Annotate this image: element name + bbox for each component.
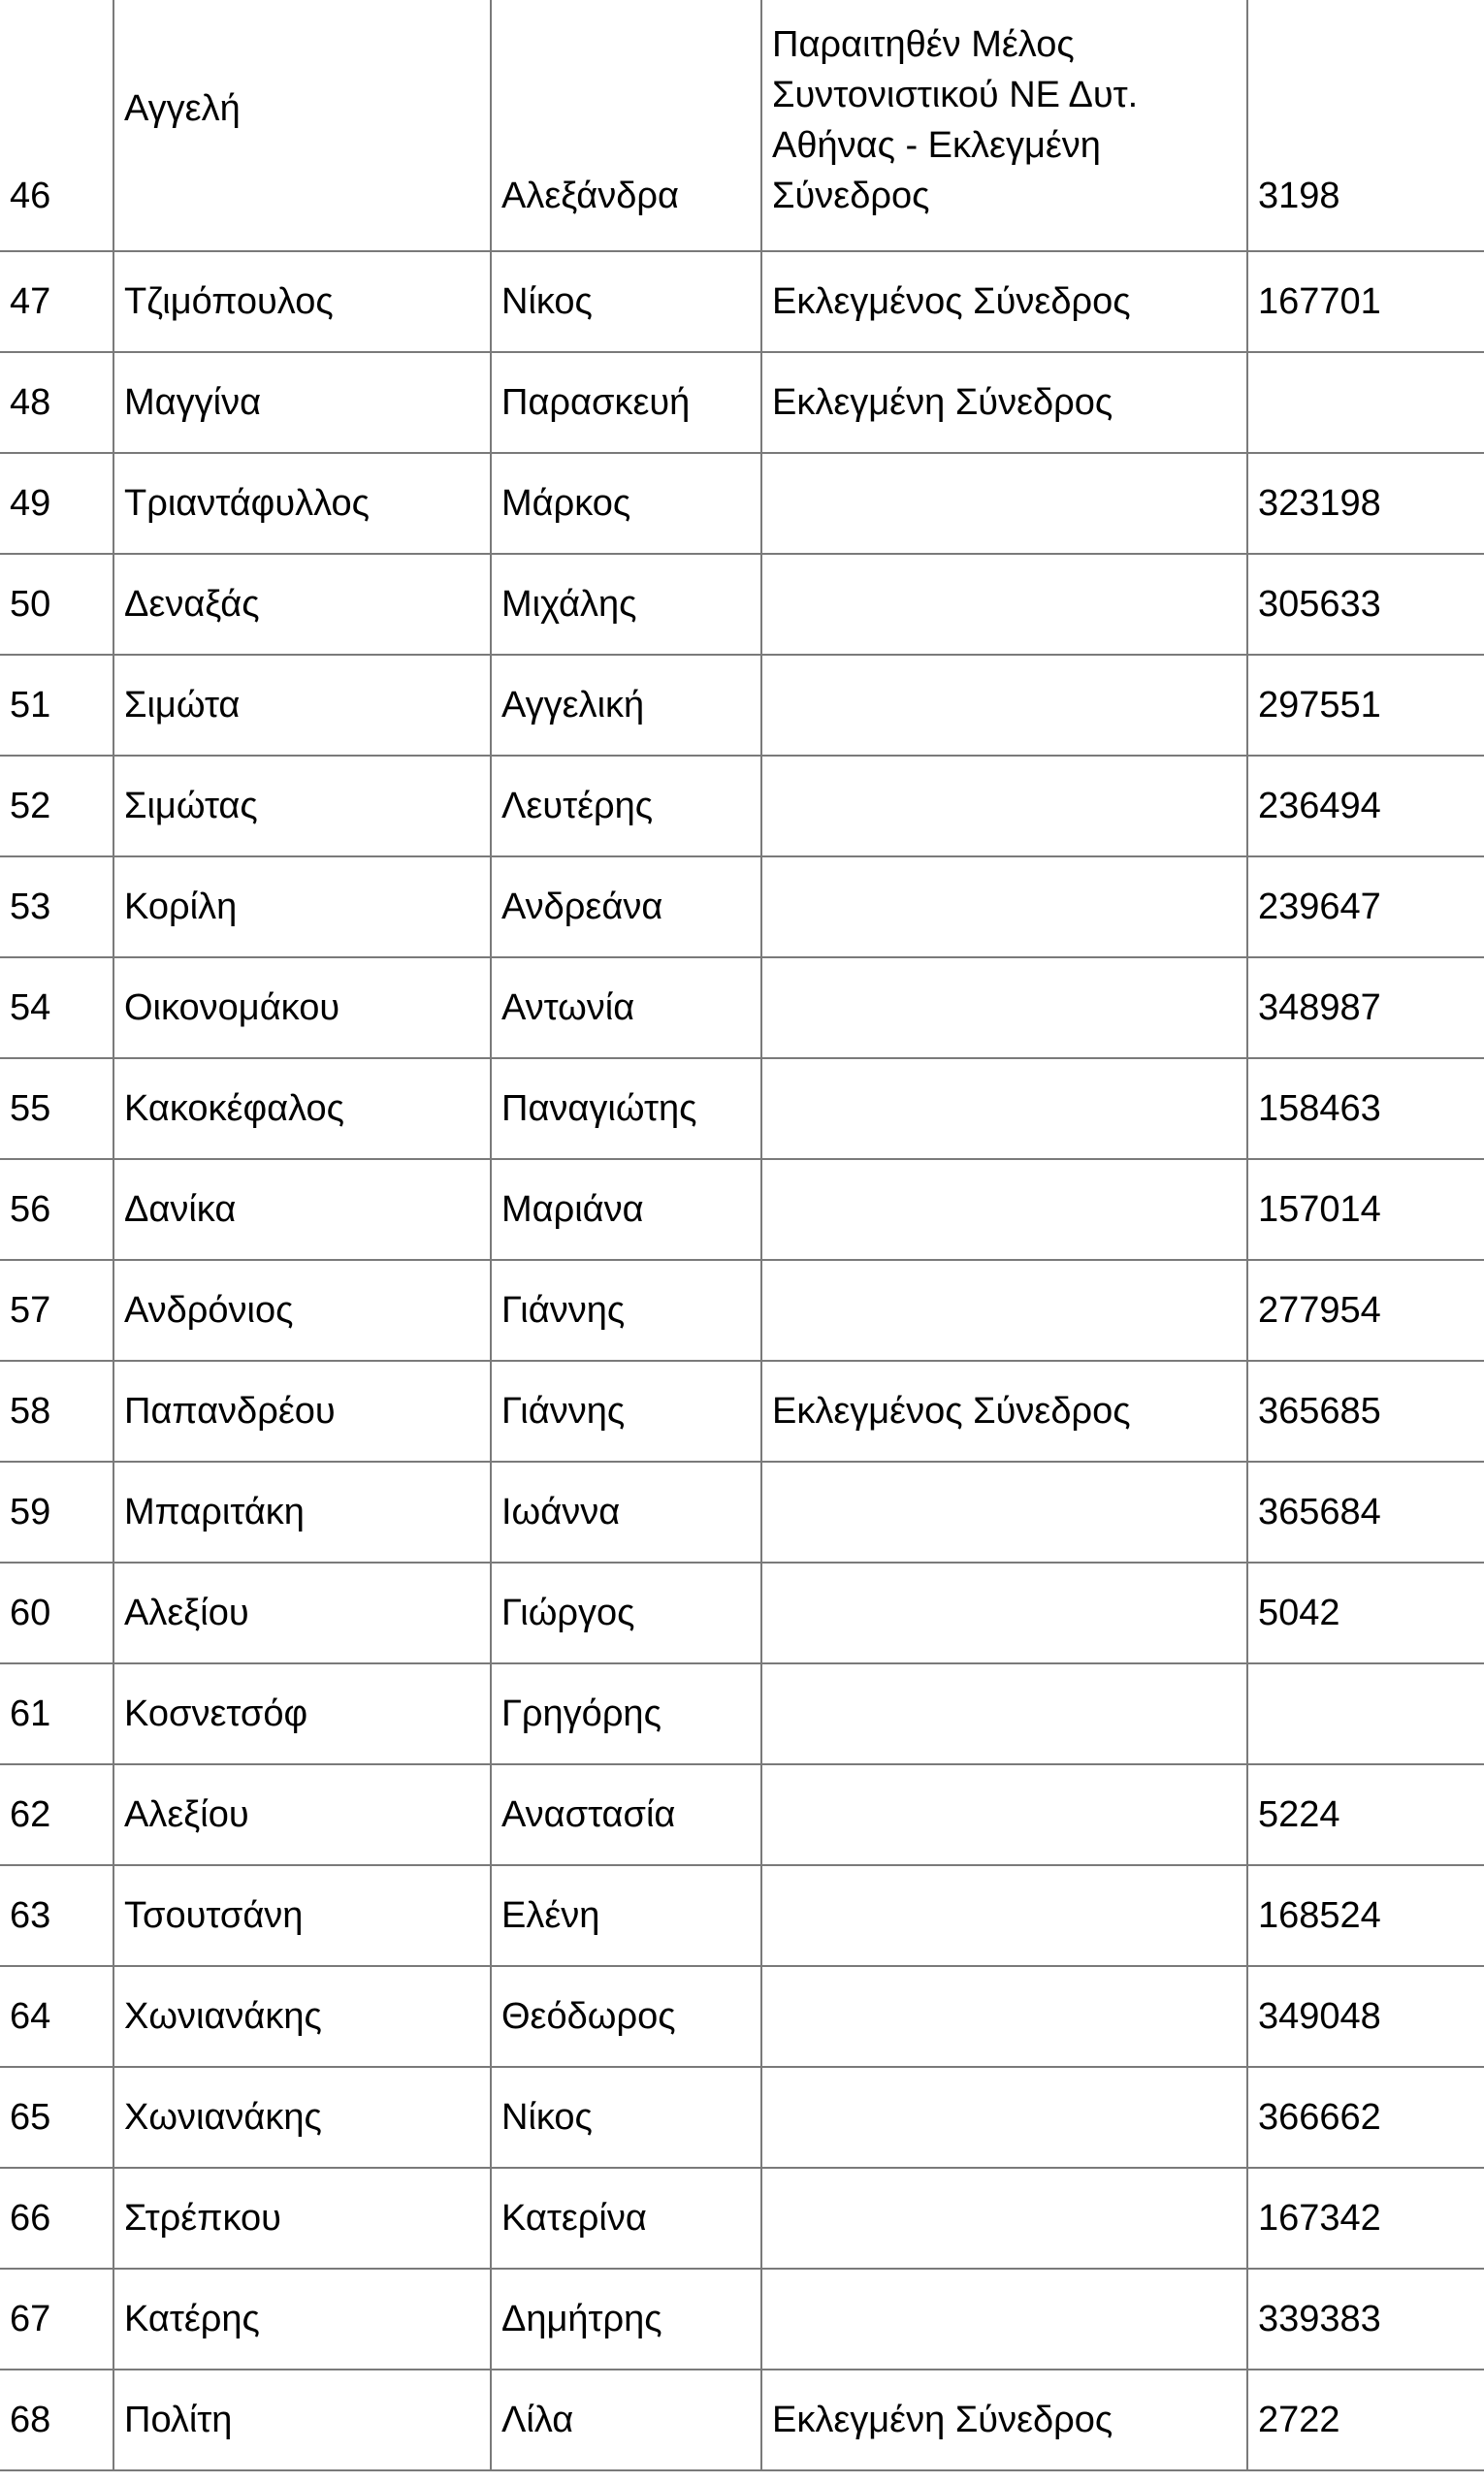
role	[761, 554, 1247, 655]
last-name: Σιμώτα	[113, 655, 491, 756]
table-row	[0, 655, 1484, 756]
table-row	[0, 756, 1484, 856]
role-line: Συντονιστικού ΝΕ Δυτ.	[772, 75, 1139, 115]
first-name: Γιάννης	[491, 1361, 761, 1462]
table-row	[0, 0, 1484, 251]
row-number: 48	[0, 352, 113, 453]
role	[761, 2067, 1247, 2168]
first-name: Ελένη	[491, 1865, 761, 1966]
member-id: 5224	[1247, 1764, 1484, 1865]
last-name: Τζιμόπουλος	[113, 251, 491, 352]
member-id: 167342	[1247, 2168, 1484, 2269]
first-name: Μιχάλης	[491, 554, 761, 655]
member-id: 2722	[1247, 2370, 1484, 2470]
row-number: 68	[0, 2370, 113, 2470]
row-number: 66	[0, 2168, 113, 2269]
member-id: 365685	[1247, 1361, 1484, 1462]
role	[761, 2269, 1247, 2370]
table-row	[0, 554, 1484, 655]
member-id: 168524	[1247, 1865, 1484, 1966]
table-row	[0, 2168, 1484, 2269]
role	[761, 1260, 1247, 1361]
table-row	[0, 1764, 1484, 1865]
first-name: Αντωνία	[491, 957, 761, 1058]
row-number: 61	[0, 1663, 113, 1764]
row-number: 51	[0, 655, 113, 756]
role	[761, 1563, 1247, 1663]
last-name: Τριαντάφυλλος	[113, 453, 491, 554]
role	[761, 1865, 1247, 1966]
role	[761, 957, 1247, 1058]
last-name: Αγγελή	[113, 0, 491, 251]
member-id: 158463	[1247, 1058, 1484, 1159]
row-number: 65	[0, 2067, 113, 2168]
member-id: 339383	[1247, 2269, 1484, 2370]
role-line: Αθήνας - Εκλεγμένη	[772, 125, 1101, 166]
row-number: 60	[0, 1563, 113, 1663]
last-name: Κορίλη	[113, 856, 491, 957]
member-id: 297551	[1247, 655, 1484, 756]
table-row	[0, 251, 1484, 352]
role: Εκλεγμένη Σύνεδρος	[761, 2370, 1247, 2470]
last-name: Μαγγίνα	[113, 352, 491, 453]
first-name: Νίκος	[491, 2067, 761, 2168]
table-row	[0, 2370, 1484, 2470]
last-name: Κοσνετσόφ	[113, 1663, 491, 1764]
table-row	[0, 1462, 1484, 1563]
last-name: Δανίκα	[113, 1159, 491, 1260]
member-id: 348987	[1247, 957, 1484, 1058]
table-row	[0, 1361, 1484, 1462]
member-id: 167701	[1247, 251, 1484, 352]
member-id: 277954	[1247, 1260, 1484, 1361]
role	[761, 655, 1247, 756]
first-name: Ανδρεάνα	[491, 856, 761, 957]
last-name: Τσουτσάνη	[113, 1865, 491, 1966]
row-number: 55	[0, 1058, 113, 1159]
first-name: Αλεξάνδρα	[491, 0, 761, 251]
row-number: 64	[0, 1966, 113, 2067]
table-row	[0, 1058, 1484, 1159]
first-name: Γιώργος	[491, 1563, 761, 1663]
role	[761, 1462, 1247, 1563]
row-number: 50	[0, 554, 113, 655]
last-name: Πολίτη	[113, 2370, 491, 2470]
role: Εκλεγμένος Σύνεδρος	[761, 1361, 1247, 1462]
last-name: Μπαριτάκη	[113, 1462, 491, 1563]
first-name: Αναστασία	[491, 1764, 761, 1865]
row-number: 57	[0, 1260, 113, 1361]
last-name: Χωνιανάκης	[113, 2067, 491, 2168]
role: Εκλεγμένη Σύνεδρος	[761, 352, 1247, 453]
first-name: Γρηγόρης	[491, 1663, 761, 1764]
first-name: Λευτέρης	[491, 756, 761, 856]
last-name: Στρέπκου	[113, 2168, 491, 2269]
table-row	[0, 2067, 1484, 2168]
row-number: 54	[0, 957, 113, 1058]
role: Εκλεγμένος Σύνεδρος	[761, 251, 1247, 352]
last-name: Αλεξίου	[113, 1563, 491, 1663]
member-id: 5042	[1247, 1563, 1484, 1663]
first-name: Μάρκος	[491, 453, 761, 554]
role	[761, 2168, 1247, 2269]
last-name: Οικονομάκου	[113, 957, 491, 1058]
first-name: Λίλα	[491, 2370, 761, 2470]
role	[761, 0, 1247, 251]
last-name: Κακοκέφαλος	[113, 1058, 491, 1159]
role	[761, 856, 1247, 957]
role	[761, 453, 1247, 554]
table-row	[0, 352, 1484, 453]
last-name: Κατέρης	[113, 2269, 491, 2370]
table-row	[0, 1865, 1484, 1966]
role	[761, 1159, 1247, 1260]
last-name: Δεναξάς	[113, 554, 491, 655]
member-id	[1247, 352, 1484, 453]
first-name: Παρασκευή	[491, 352, 761, 453]
role-line: Σύνεδρος	[772, 176, 930, 216]
first-name: Δημήτρης	[491, 2269, 761, 2370]
last-name: Αλεξίου	[113, 1764, 491, 1865]
table-row	[0, 1159, 1484, 1260]
role	[761, 1764, 1247, 1865]
row-number: 58	[0, 1361, 113, 1462]
last-name: Παπανδρέου	[113, 1361, 491, 1462]
role	[761, 1966, 1247, 2067]
member-id: 305633	[1247, 554, 1484, 655]
table-row	[0, 453, 1484, 554]
last-name: Σιμώτας	[113, 756, 491, 856]
table-row	[0, 1966, 1484, 2067]
first-name: Κατερίνα	[491, 2168, 761, 2269]
last-name: Ανδρόνιος	[113, 1260, 491, 1361]
member-id: 323198	[1247, 453, 1484, 554]
row-number: 63	[0, 1865, 113, 1966]
first-name: Νίκος	[491, 251, 761, 352]
table-row	[0, 957, 1484, 1058]
row-number: 67	[0, 2269, 113, 2370]
row-number: 56	[0, 1159, 113, 1260]
table-row	[0, 1563, 1484, 1663]
row-number: 47	[0, 251, 113, 352]
role	[761, 756, 1247, 856]
member-id: 239647	[1247, 856, 1484, 957]
table-row	[0, 1260, 1484, 1361]
member-id: 236494	[1247, 756, 1484, 856]
first-name: Παναγιώτης	[491, 1058, 761, 1159]
member-id: 157014	[1247, 1159, 1484, 1260]
table-row	[0, 1663, 1484, 1764]
member-id: 3198	[1247, 0, 1484, 251]
row-number: 53	[0, 856, 113, 957]
first-name: Μαριάνα	[491, 1159, 761, 1260]
last-name: Χωνιανάκης	[113, 1966, 491, 2067]
table-row	[0, 2269, 1484, 2370]
role	[761, 1663, 1247, 1764]
table-row	[0, 856, 1484, 957]
row-number: 52	[0, 756, 113, 856]
row-number: 59	[0, 1462, 113, 1563]
row-number: 46	[0, 0, 113, 251]
first-name: Ιωάννα	[491, 1462, 761, 1563]
member-id	[1247, 1663, 1484, 1764]
first-name: Γιάννης	[491, 1260, 761, 1361]
first-name: Αγγελική	[491, 655, 761, 756]
member-id: 366662	[1247, 2067, 1484, 2168]
row-number: 49	[0, 453, 113, 554]
member-id: 365684	[1247, 1462, 1484, 1563]
first-name: Θεόδωρος	[491, 1966, 761, 2067]
role-line: Παραιτηθέν Μέλος	[772, 24, 1075, 65]
row-number: 62	[0, 1764, 113, 1865]
member-id: 349048	[1247, 1966, 1484, 2067]
role	[761, 1058, 1247, 1159]
